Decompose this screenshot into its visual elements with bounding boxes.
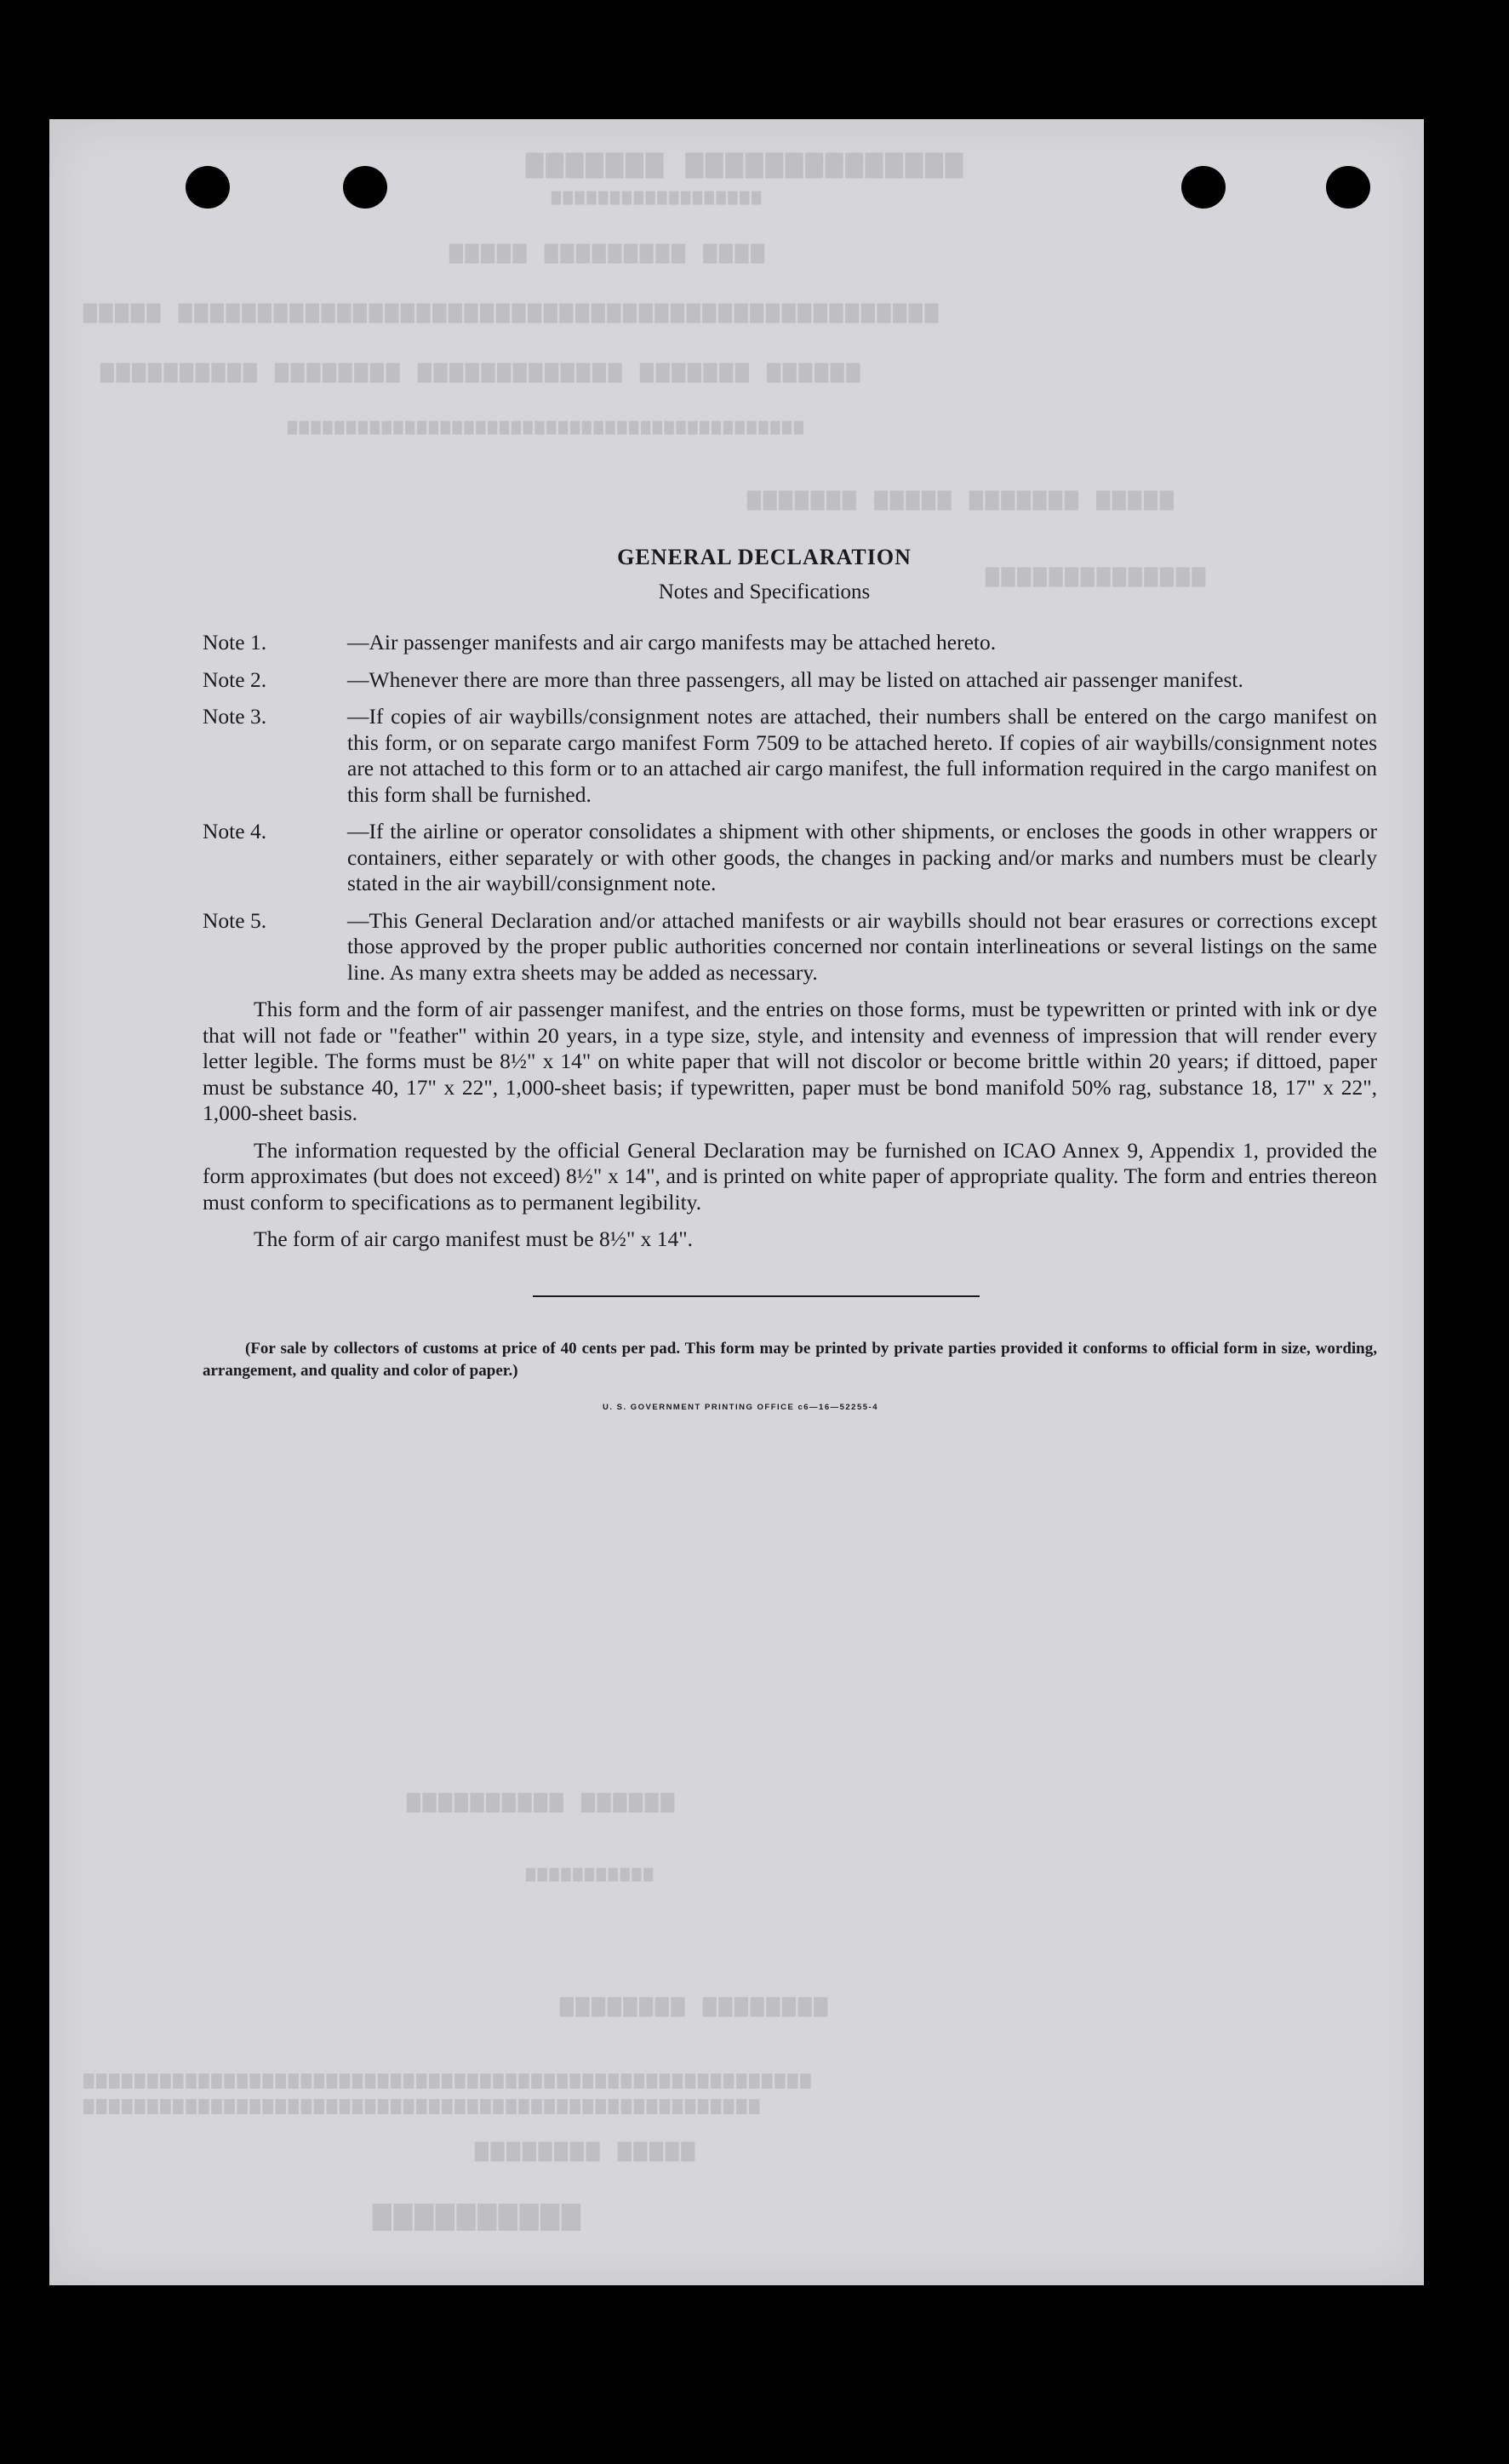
note-label: Note 5. [203, 907, 267, 933]
note-2 [203, 667, 1377, 694]
note-5 [203, 908, 1377, 986]
note-text: —This General Declaration and/or attached manifests or air waybills should not bear erasures or corrections except those approved by the proper public authorities concerned nor contain interlineations or several listings on the same line. As many extra sheets may be added as necessary. [347, 907, 1377, 985]
notes-and-specifications [203, 545, 1377, 1412]
note-1 [203, 630, 1377, 656]
note-3 [203, 704, 1377, 808]
bleed-through-texture: ▆▆▆▆▆▆▆ ▆▆▆▆▆▆▆▆▆▆▆▆▆▆ ▆▆▆▆▆▆▆▆▆▆▆▆▆▆▆▆▆▆ ▆▆▆▆▆ ▆▆▆▆▆▆▆▆▆ ▆▆▆▆ ▆▆▆▆▆ ▆▆▆▆▆▆▆▆▆▆▆▆▆▆▆▆▆▆▆▆▆▆▆▆▆▆▆▆▆▆▆▆▆▆▆▆▆▆▆▆▆▆▆▆▆▆▆▆ ▆▆▆▆▆▆▆▆▆▆ ▆▆▆▆▆▆▆▆ ▆▆▆▆▆▆▆▆▆▆▆▆▆ ▆▆▆▆▆▆▆ ▆▆▆▆▆▆ ▆▆▆▆▆▆▆▆▆▆▆▆▆▆▆▆▆▆▆▆▆▆▆▆▆▆▆▆▆▆▆▆▆▆▆▆▆▆▆▆▆▆▆▆ ▆▆▆▆▆▆▆ ▆▆▆▆▆ ▆▆▆▆▆▆▆ ▆▆▆▆▆ ▆▆▆▆▆▆▆▆▆▆▆▆▆▆ ▆▆▆▆▆▆▆▆▆▆ ▆▆▆▆▆▆ ▆▆▆▆▆▆▆▆▆▆▆ ▆▆▆▆▆▆▆▆ ▆▆▆▆▆▆▆▆ ▆▆▆▆▆▆▆▆▆▆▆▆▆▆▆▆▆▆▆▆▆▆▆▆▆▆▆▆▆▆▆▆▆▆▆▆▆▆▆▆▆▆▆▆▆▆▆▆▆▆▆▆▆▆▆▆▆ ▆▆▆▆▆▆▆▆▆▆▆▆▆▆▆▆▆▆▆▆▆▆▆▆▆▆▆▆▆▆▆▆▆▆▆▆▆▆▆▆▆▆▆▆▆▆▆▆▆▆▆▆▆ ▆▆▆▆▆▆▆▆ ▆▆▆▆▆ ▆▆▆▆▆▆▆▆▆▆ [83, 148, 1209, 2232]
note-label: Note 3. [203, 704, 267, 729]
page-subtitle: Notes and Specifications [658, 580, 871, 603]
note-label: Note 4. [203, 819, 267, 843]
note-text: —If the airline or operator consolidates a shipment with other shipments, or encloses the goods in other wrappers or containers, either separately or with other goods, the changes in packing and/or marks and numbers must be clearly stated in the air waybill/consignment note. [347, 819, 1377, 895]
note-label: Note 2. [203, 666, 267, 692]
note-label: Note 1. [203, 630, 267, 655]
note-4 [203, 819, 1377, 897]
divider [533, 1295, 980, 1297]
note-text: —If copies of air waybills/consignment notes are attached, their numbers shall be entered on the cargo manifest on this form, or on separate cargo manifest Form 7509 to be attached hereto. If copies of air waybills/consignment notes are not attached to this form or to an attached air cargo manifest, the full information required in the cargo manifest on this form shall be furnished. [347, 704, 1377, 807]
page-title: GENERAL DECLARATION [617, 545, 912, 569]
note-text: —Air passenger manifests and air cargo manifests may be attached hereto. [347, 630, 997, 655]
specification-paragraph: This form and the form of air passenger manifest, and the entries on those forms, must be typewritten or printed with ink or dye that will not fade or "feather" within 20 years, in a type size, style, and intensity and evenness of impression that will render every letter legible. The forms must be 8½" x 14" on white paper that will not discolor or become brittle within 20 years; if dittoed, paper must be substance 40, 17" x 22", 1,000-sheet basis; if typewritten, paper must be bond manifold 50% rag, substance 18, 17" x 22", 1,000-sheet basis. [203, 997, 1377, 1125]
document-page [49, 119, 1424, 2285]
printing-office-imprint: U. S. GOVERNMENT PRINTING OFFICE c6—16—52255-4 [603, 1402, 878, 1412]
sale-footnote: (For sale by collectors of customs at price of 40 cents per pad. This form may be printed by private parties provided it conforms to official form in size, wording, arrangement, and quality and color of paper.) [203, 1339, 1377, 1380]
note-text: —Whenever there are more than three passengers, all may be listed on attached air passenger manifest. [347, 666, 1243, 692]
specification-paragraph: The information requested by the official General Declaration may be furnished on ICAO Annex 9, Appendix 1, provided the form approximates (but does not exceed) 8½" x 14", and is printed on white paper of appropriate quality. The form and entries thereon must conform to specifications as to permanent legibility. [203, 1137, 1377, 1215]
specification-paragraph: The form of air cargo manifest must be 8½" x 14". [254, 1226, 694, 1251]
